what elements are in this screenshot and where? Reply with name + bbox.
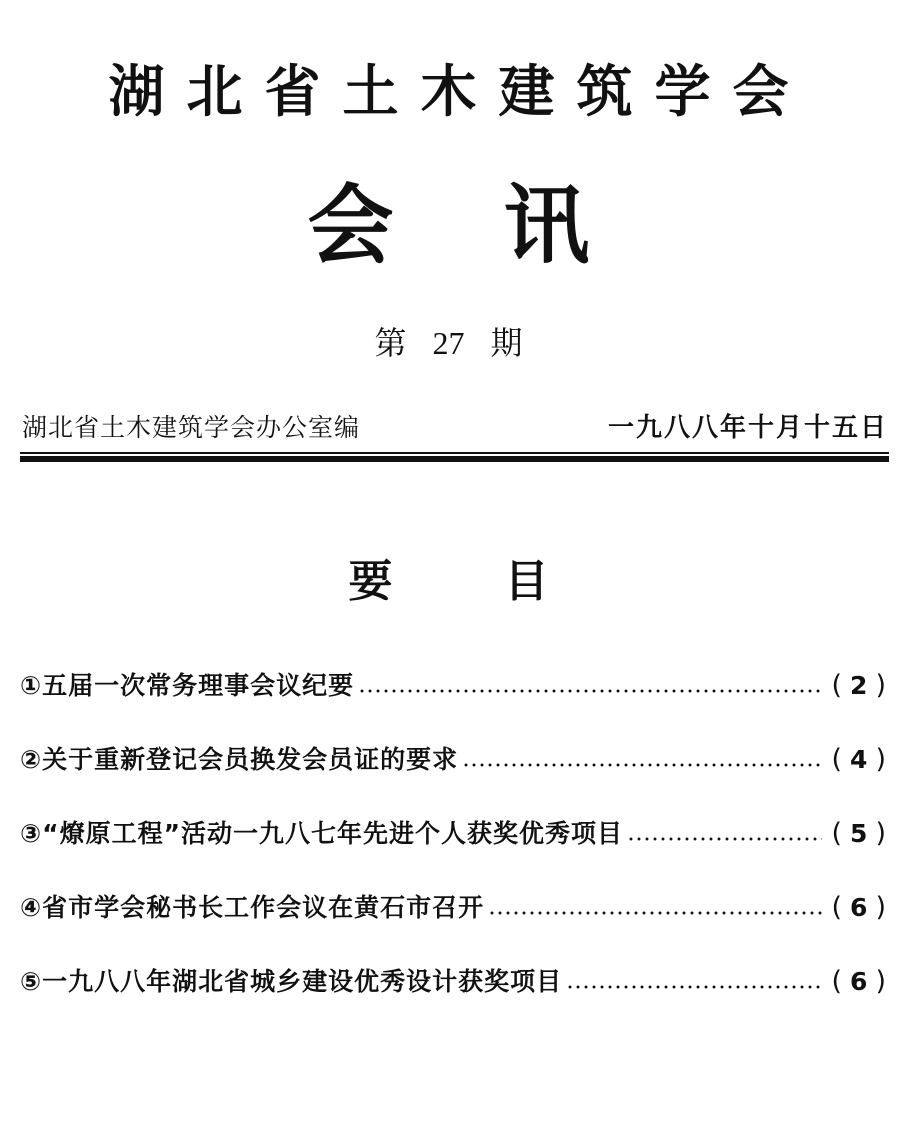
issue-suffix: 期 <box>490 324 523 362</box>
toc-item-title: ⑤一九八八年湖北省城乡建设优秀设计获奖项目 <box>20 967 563 996</box>
issue-prefix: 第 <box>374 324 407 362</box>
toc-dot-leader <box>488 886 821 930</box>
toc-item-title: ①五届一次常务理事会议纪要 <box>20 671 355 700</box>
toc-item[interactable] <box>20 664 886 708</box>
publication-date: 一九八八年十月十五日 <box>607 413 888 443</box>
toc-dot-leader <box>627 812 821 856</box>
masthead-rule-thick <box>20 456 889 462</box>
toc-item-title: ④省市学会秘书长工作会议在黄石市召开 <box>20 893 485 922</box>
toc-item-title: ③“燎原工程”活动一九八七年先进个人获奖优秀项目 <box>20 819 624 848</box>
toc-item-page: ( 2 ) <box>831 670 886 701</box>
toc-item[interactable] <box>20 738 886 782</box>
issue-number-value: 27 <box>432 325 465 361</box>
toc-item[interactable] <box>20 960 886 1004</box>
toc-dot-leader <box>358 664 821 708</box>
toc-heading: 要目 <box>348 556 661 607</box>
toc-dot-leader <box>566 960 821 1004</box>
toc-item-page: ( 4 ) <box>831 744 886 775</box>
toc-item-page: ( 6 ) <box>831 892 886 923</box>
issue-number <box>0 322 897 364</box>
masthead-rule-thin <box>20 452 889 454</box>
toc-item-page: ( 5 ) <box>831 818 886 849</box>
toc-item-page: ( 6 ) <box>831 966 886 997</box>
toc-dot-leader <box>462 738 821 782</box>
toc-item-title: ②关于重新登记会员换发会员证的要求 <box>20 745 459 774</box>
table-of-contents <box>20 664 886 1034</box>
editor-credit: 湖北省土木建筑学会办公室编 <box>22 413 361 442</box>
toc-item[interactable] <box>20 886 886 930</box>
organization-title: 湖北省土木建筑学会 <box>108 60 811 125</box>
masthead-meta <box>22 408 888 448</box>
publication-title: 会讯 <box>307 176 700 276</box>
toc-item[interactable] <box>20 812 886 856</box>
